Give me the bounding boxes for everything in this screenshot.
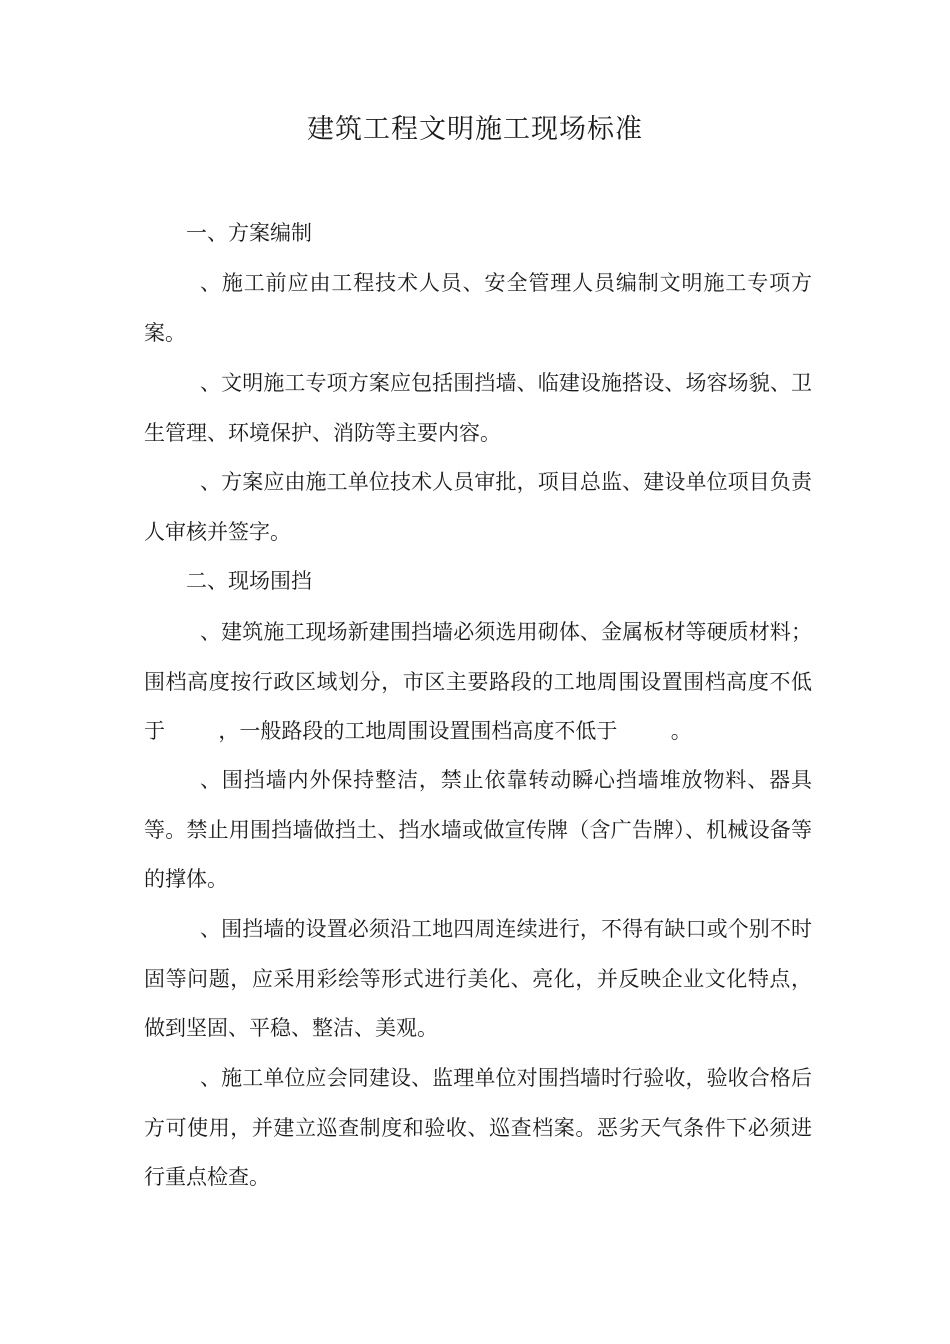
paragraph-2-3: 、围挡墙的设置必须沿工地四周连续进行，不得有缺口或个别不时固等问题，应采用彩绘等形式进行美化、亮化，并反映企业文化特点，做到坚固、平稳、整洁、美观。 — [144, 917, 812, 1040]
paragraph-1-3: 、方案应由施工单位技术人员审批，项目总监、建设单位项目负责人审核并签字。 — [144, 470, 812, 544]
paragraph-2-1: 、建筑施工现场新建围挡墙必须选用砌体、金属板材等硬质材料；围档高度按行政区域划分，市区主要路段的工地周围设置围档高度不低于 ，一般路段的工地周围设置围档高度不低于 。 — [144, 620, 812, 743]
document-title: 建筑工程文明施工现场标准 — [307, 114, 643, 145]
paragraph-1-2: 、文明施工专项方案应包括围挡墙、临建设施搭设、场容场貌、卫生管理、环境保护、消防等主要内容。 — [144, 371, 812, 445]
paragraph-2-4: 、施工单位应会同建设、监理单位对围挡墙时行验收，验收合格后方可使用，并建立巡查制度和验收、巡查档案。恶劣天气条件下必须进行重点检查。 — [144, 1066, 812, 1189]
paragraph-2-2: 、围挡墙内外保持整洁，禁止依靠转动瞬心挡墙堆放物料、器具等。禁止用围挡墙做挡土、挡水墙或做宣传牌（含广告牌）、机械设备等的撑体。 — [144, 768, 812, 891]
section-heading-1: 一、方案编制 — [186, 221, 312, 245]
paragraph-1-1: 、施工前应由工程技术人员、安全管理人员编制文明施工专项方案。 — [144, 271, 812, 345]
section-heading-2: 二、现场围挡 — [186, 569, 312, 593]
